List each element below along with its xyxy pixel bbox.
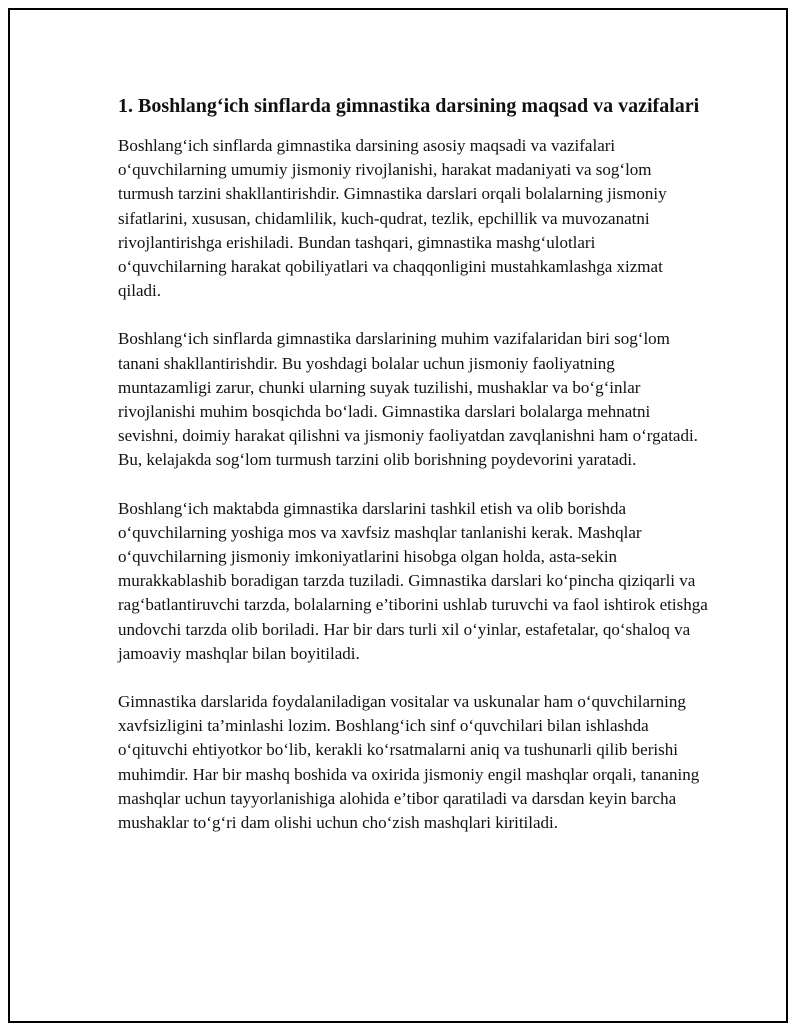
document-body [118,92,708,859]
paragraph-3: Boshlang‘ich maktabda gimnastika darslarini tashkil etish va olib borishda o‘quvchilarning yoshiga mos va xavfsiz mashqlar tanlanishi kerak. Mashqlar o‘quvchilarning jismoniy imkoniyatlarini hisobga olgan holda, asta-sekin murakkablashib boradigan tarzda tuziladi. Gimnastika darslari ko‘pincha qiziqarli va rag‘batlantiruvchi tarzda, bolalarning e’tiborini ushlab turuvchi va faol ishtirok etishga undovchi tarzda olib boriladi. Har bir dars turli xil o‘yinlar, estafetalar, qo‘shaloq va jamoaviy mashqlar bilan boyitiladi. [118,498,708,663]
paragraph-2: Boshlang‘ich sinflarda gimnastika darslarining muhim vazifalaridan biri sog‘lom tanani shakllantirishdir. Bu yoshdagi bolalar uchun jismoniy faoliyatning muntazamligi zarur, chunki ularning suyak tuzilishi, mushaklar va bo‘g‘inlar rivojlanishi muhim bosqichda bo‘ladi. Gimnastika darslari bolalarga mehnatni sevishni, doimiy harakat qilishni va jismoniy faoliyatdan zavqlanishni ham o‘rgatadi. Bu, kelajakda sog‘lom turmush tarzini olib borishning poydevorini yaratadi. [118,329,698,470]
paragraph-1: Boshlang‘ich sinflarda gimnastika darsining asosiy maqsadi va vazifalari o‘quvchilarning umumiy jismoniy rivojlanishi, harakat madaniyati va sog‘lom turmush tarzini shakllantirishdir. Gimnastika darslari orqali bolalarning jismoniy sifatlarini, xususan, chidamlilik, kuch-qudrat, tezlik, epchillik va muvozanatni rivojlantirishga erishiladi. Bundan tashqari, gimnastika mashg‘ulotlari o‘quvchilarning harakat qobiliyatlari va chaqqonligini mustahkamlashga xizmat qiladi. [118,136,667,301]
paragraph-4: Gimnastika darslarida foydalaniladigan vositalar va uskunalar ham o‘quvchilarning xavfsizligini ta’minlashi lozim. Boshlang‘ich sinf o‘quvchilari bilan ishlashda o‘qituvchi ehtiyotkor bo‘lib, kerakli ko‘rsatmalarni aniq va tushunarli qilib berishi muhimdir. Har bir mashq boshida va oxirida jismoniy engil mashqlar orqali, tananing mashqlar uchun tayyorlanishiga alohida e’tibor qaratiladi va darsdan keyin barcha mushaklar to‘g‘ri dam olishi uchun cho‘zish mashqlari kiritiladi. [118,692,700,833]
section-heading: 1. Boshlang‘ich sinflarda gimnastika darsining maqsad va vazifalari [118,95,700,117]
